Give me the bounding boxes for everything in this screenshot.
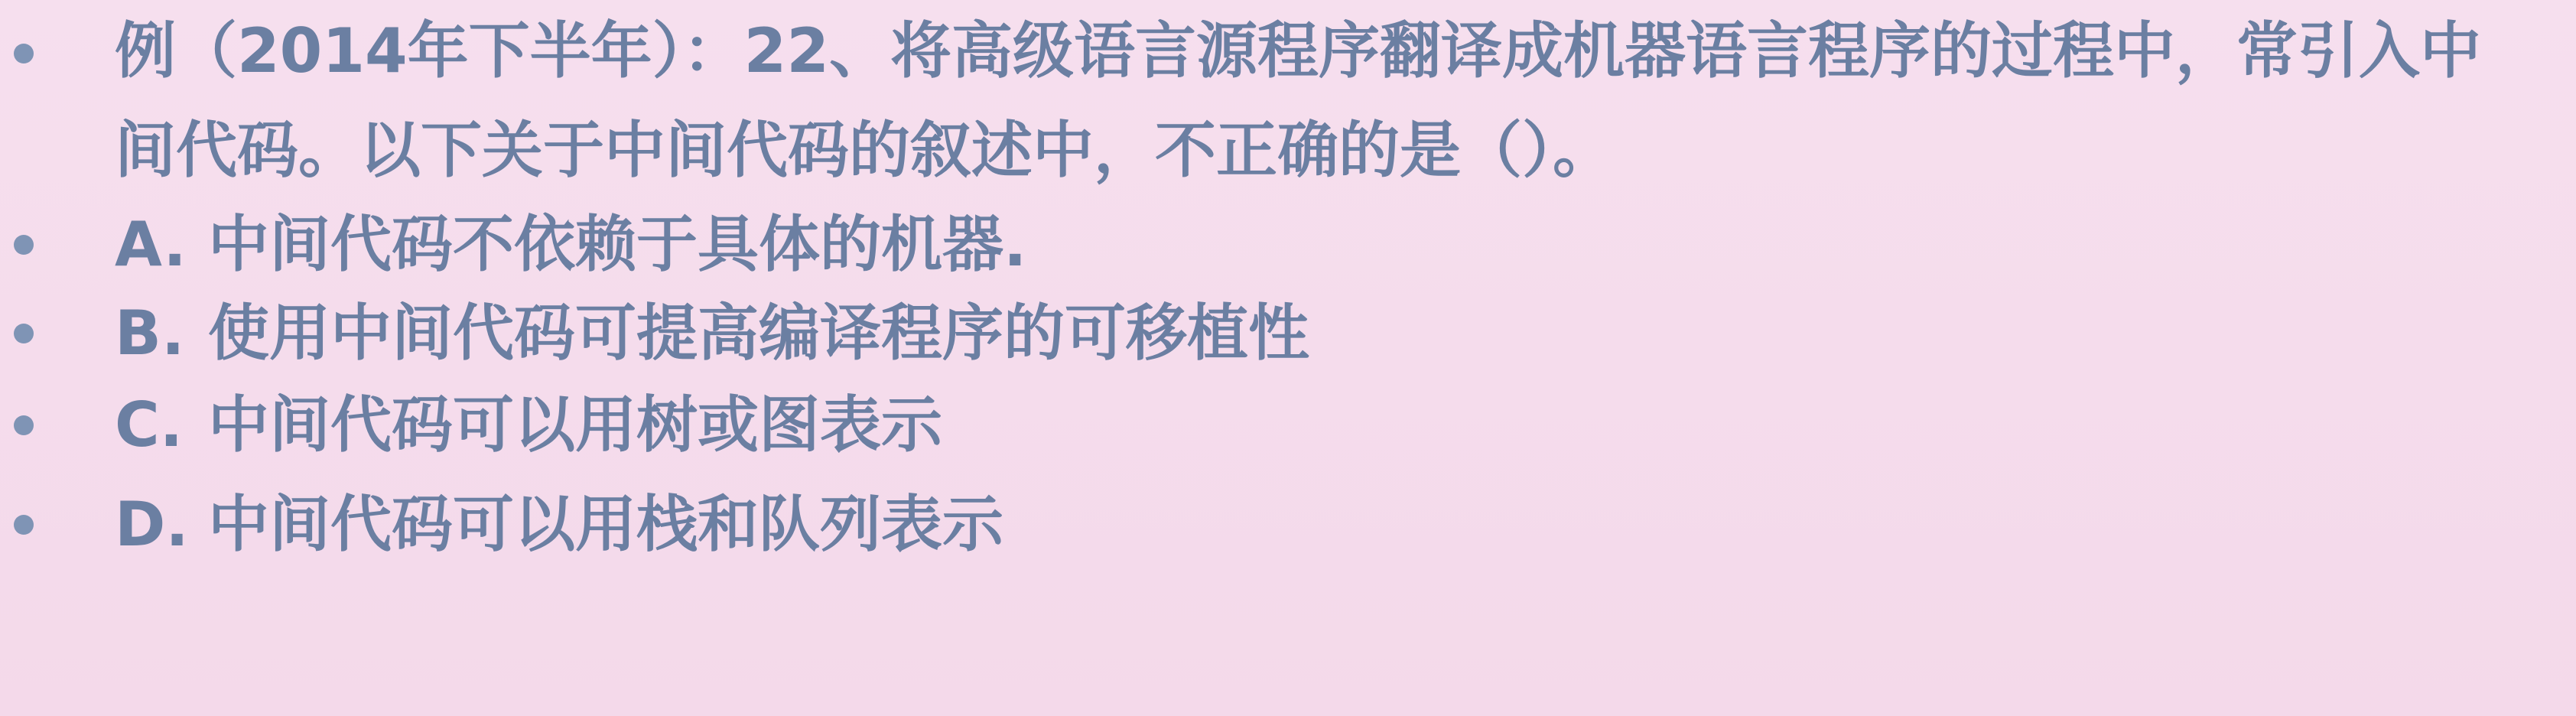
bullet-dot-icon <box>14 515 34 535</box>
option-d-letter: D. <box>115 489 189 560</box>
option-b-letter: B. <box>115 298 185 369</box>
bullet-dot-icon <box>14 44 34 63</box>
option-c-text: 中间代码可以用树或图表示 <box>208 389 942 461</box>
option-a-letter: A. <box>115 209 187 280</box>
option-c-row <box>115 376 2532 474</box>
option-a-text: 中间代码不依赖于具体的机器. <box>208 209 1027 280</box>
option-d-row <box>115 476 2532 574</box>
option-d-text: 中间代码可以用栈和队列表示 <box>208 489 1003 560</box>
bullet-dot-icon <box>14 235 34 255</box>
option-b-row <box>115 285 2532 382</box>
option-a-row <box>115 196 2532 294</box>
bullet-dot-icon <box>14 415 34 435</box>
question-text: 例（2014年下半年）：22、将高级语言源程序翻译成机器语言程序的过程中，常引入中间代码。以下关于中间代码的叙述中，不正确的是（）。 <box>115 15 2481 186</box>
bullet-dot-icon <box>14 324 34 343</box>
option-b-text: 使用中间代码可提高编译程序的可移植性 <box>208 298 1309 369</box>
option-c-letter: C. <box>115 389 184 461</box>
